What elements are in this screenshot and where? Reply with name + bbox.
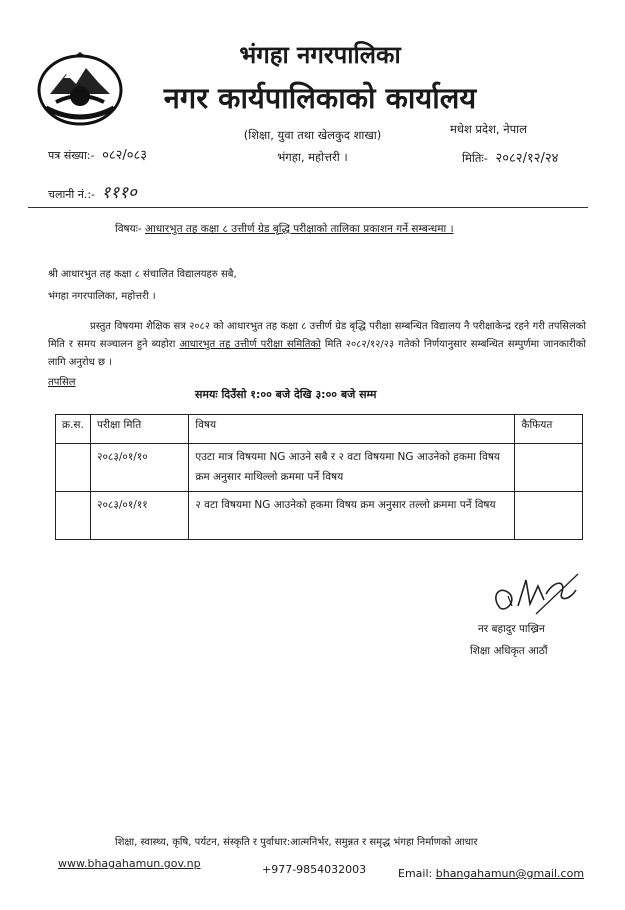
subject-line: [115, 222, 454, 236]
table-row: [56, 492, 583, 540]
email-link[interactable]: bhangahamun@gmail.com: [435, 867, 585, 880]
cell-date: २०८३/०१/११: [90, 492, 188, 540]
body-part-1: प्रस्तुत विषयमा शैक्षिक सत्र २०८२ को आधारभुत तह कक्षा ८ उत्तीर्ण ग्रेड बृद्धि परीक्षा सम्बन्धित विद्यालय नै परीक्षाकेन्द्र रहने गरी तपसिलको मिति र समय सञ्चालन हुने ब्यहोरा: [48, 321, 586, 350]
signatory-block: [470, 618, 548, 662]
header-divider: [28, 207, 588, 208]
schedule-heading: तपसिल: [48, 377, 76, 388]
ref-value: ०८२/०८३: [102, 148, 148, 163]
office-name: नगर कार्यपालिकाको कार्यालय: [163, 81, 477, 115]
recipient-line-2: भंगहा नगरपालिका, महोत्तरी ।: [48, 291, 156, 302]
cell-subject: २ वटा विषयमा NG आउनेको हकमा विषय क्रम अनुसार तल्लो क्रममा पर्ने विषय: [189, 492, 515, 540]
dispatch-label: चलानी नं.:-: [48, 188, 96, 201]
exam-timing: समयः दिउँसो १:०० बजे देखि ३:०० बजे सम्म: [195, 388, 377, 401]
province-text: मधेश प्रदेश, नेपाल: [450, 122, 527, 136]
footer-slogan: शिक्षा, स्वास्थ्य, कृषि, पर्यटन, संस्कृति र पुर्वाधार:आत्मनिर्भर, समुन्नत र समृद्ध भंगहा निर्माणको आधार: [115, 837, 478, 848]
signature-image: [478, 566, 588, 626]
col-header-subject: विषय: [189, 415, 515, 444]
col-header-sn: क्र.स.: [56, 415, 91, 444]
dispatch-value: १११०: [101, 183, 137, 203]
phone-number: +977-9854032003: [262, 863, 367, 876]
email-contact: [398, 867, 584, 880]
recipient-block: [48, 264, 237, 308]
date-label: मितिः-: [462, 151, 488, 165]
reference-number: [48, 145, 147, 163]
subject-text: आधारभुत तह कक्षा ८ उत्तीर्ण ग्रेड बृद्धि परीक्षाको तालिका प्रकाशन गर्ने सम्बन्धमा ।: [144, 223, 454, 235]
cell-remarks: [515, 492, 583, 540]
date-value: २०८२/१२/२४: [495, 151, 559, 166]
email-label: Email:: [398, 867, 433, 880]
cell-date: २०८३/०१/१०: [90, 444, 188, 492]
recipient-line-1: श्री आधारभुत तह कक्षा ८ संचालित विद्यालयहरु सबै,: [48, 269, 237, 280]
body-paragraph: [48, 318, 586, 372]
signatory-designation: शिक्षा अधिकृत आठौं: [470, 645, 548, 657]
nepal-emblem-icon: [36, 50, 124, 126]
exam-schedule-table: [55, 414, 583, 540]
signatory-name: नर बहादुर पाख्रिन: [478, 623, 545, 635]
ref-label: पत्र संख्या:-: [48, 149, 95, 162]
municipality-name: भंगहा नगरपालिका: [239, 41, 401, 69]
dispatch-number: [48, 180, 137, 203]
committee-name: आधारभुत तह उत्तीर्ण परीक्षा समितिको: [179, 339, 321, 350]
cell-sn: [56, 444, 91, 492]
col-header-date: परीक्षा मिति: [90, 415, 188, 444]
subject-label: विषयः-: [115, 223, 142, 235]
cell-sn: [56, 492, 91, 540]
table-header-row: [56, 415, 583, 444]
letter-date: [462, 148, 558, 166]
cell-remarks: [515, 444, 583, 492]
office-location: भंगहा, महोत्तरी ।: [277, 150, 348, 164]
website-link[interactable]: www.bhagahamun.gov.np: [58, 857, 201, 870]
col-header-remarks: कैफियत: [515, 415, 583, 444]
table-row: [56, 444, 583, 492]
body-part-2: मिति २०८२/१२/२३ गतेको निर्णयानुसार सम्बन्धित सम्पुर्णमा जानकारीको लागि अनुरोध छ ।: [48, 339, 586, 368]
cell-subject: एउटा मात्र विषयमा NG आउने सबै र २ वटा विषयमा NG आउनेको हकमा विषय क्रम अनुसार माथिल्लो क्रममा पर्ने विषय: [189, 444, 515, 492]
branch-name: (शिक्षा, युवा तथा खेलकुद शाखा): [243, 128, 382, 142]
